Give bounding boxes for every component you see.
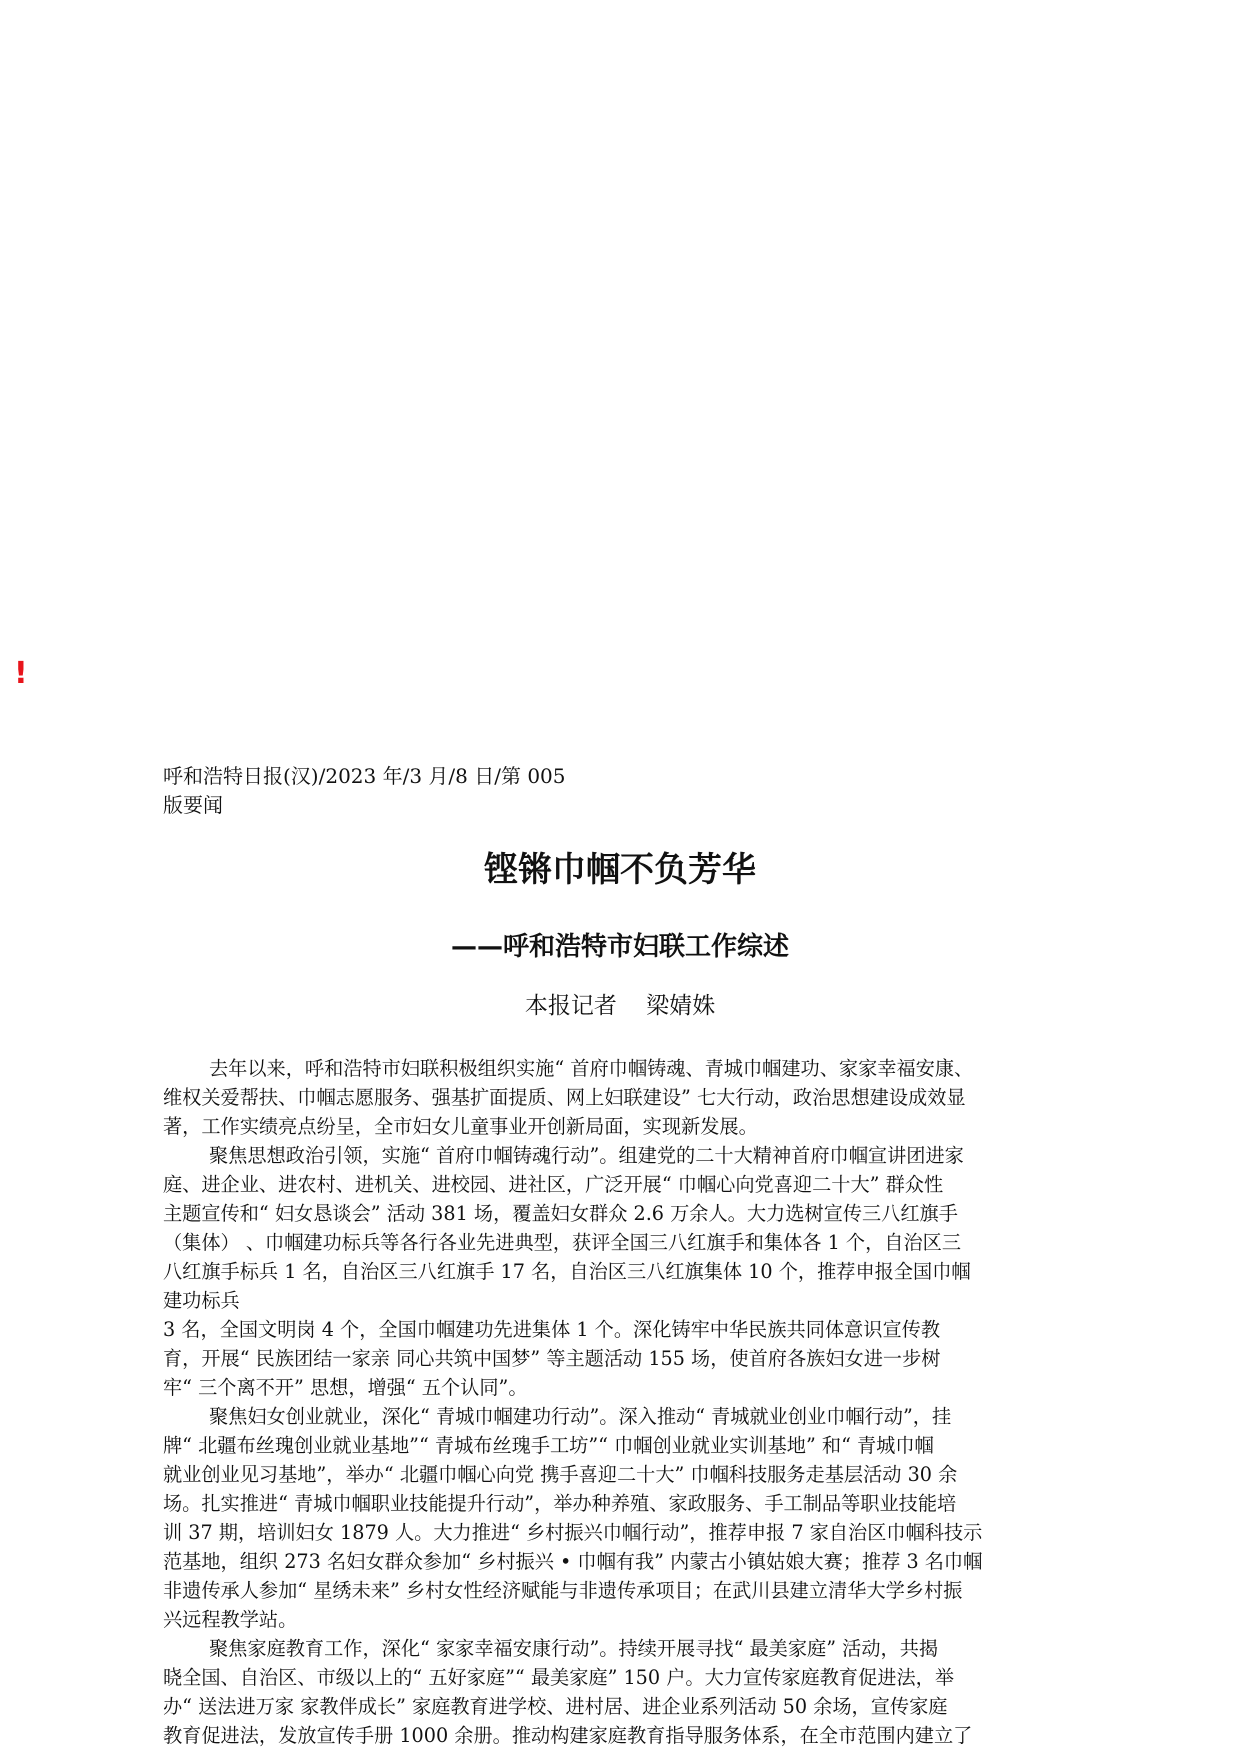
body-line: 教育促进法，发放宣传手册 1000 余册。推动构建家庭教育指导服务体系，在全市范围内建立了 [163, 1724, 973, 1747]
body-line: 3 名，全国文明岗 4 个，全国巾帼建功先进集体 1 个。深化铸牢中华民族共同体意识宣传教 [163, 1318, 941, 1341]
source-line-2: 版要闻 [163, 793, 223, 817]
article-byline: 本报记者 梁婧姝 [524, 993, 716, 1019]
body-line: 范基地，组织 273 名妇女群众参加“ 乡村振兴 • 巾帼有我” 内蒙古小镇姑娘大赛；推荐 3 名巾帼 [163, 1550, 983, 1573]
source-line [163, 762, 1063, 820]
body-line: 牢“ 三个离不开” 思想，增强“ 五个认同”。 [163, 1376, 528, 1399]
red-exclamation-mark: ! [14, 656, 28, 691]
body-line: 去年以来，呼和浩特市妇联积极组织实施“ 首府巾帼铸魂、青城巾帼建功、家家幸福安康、 [209, 1057, 974, 1080]
body-line: 聚焦思想政治引领，实施“ 首府巾帼铸魂行动”。组建党的二十大精神首府巾帼宣讲团进家 [209, 1144, 964, 1167]
body-line: 场。扎实推进“ 青城巾帼职业技能提升行动”，举办种养殖、家政服务、手工制品等职业技能培 [163, 1492, 957, 1515]
body-line: 庭、进企业、进农村、进机关、进校园、进社区，广泛开展“ 巾帼心向党喜迎二十大” 群众性 [163, 1173, 944, 1196]
article-body [163, 1054, 1093, 1750]
body-line: 八红旗手标兵 1 名，自治区三八红旗手 17 名，自治区三八红旗集体 10 个，推荐申报全国巾帼 [163, 1260, 971, 1283]
body-line: 主题宣传和“ 妇女恳谈会” 活动 381 场，覆盖妇女群众 2.6 万余人。大力选树宣传三八红旗手 [163, 1202, 958, 1225]
body-line: 晓全国、自治区、市级以上的“ 五好家庭”“ 最美家庭” 150 户。大力宣传家庭教育促进法，举 [163, 1666, 955, 1689]
body-line: 聚焦家庭教育工作，深化“ 家家幸福安康行动”。持续开展寻找“ 最美家庭” 活动，共揭 [209, 1637, 939, 1660]
body-line: 著，工作实绩亮点纷呈，全市妇女儿童事业开创新局面，实现新发展。 [163, 1115, 758, 1138]
body-line: 就业创业见习基地”，举办“ 北疆巾帼心向党 携手喜迎二十大” 巾帼科技服务走基层活动 30 余 [163, 1463, 958, 1486]
article-title: 铿锵巾帼不负芳华 [484, 850, 756, 890]
source-line-1: 呼和浩特日报(汉)/2023 年/3 月/8 日/第 005 [163, 764, 566, 788]
body-line: 非遗传承人参加“ 星绣未来” 乡村女性经济赋能与非遗传承项目；在武川县建立清华大学乡村振 [163, 1579, 963, 1602]
body-line: 建功标兵 [163, 1289, 240, 1312]
body-line: 训 37 期，培训妇女 1879 人。大力推进“ 乡村振兴巾帼行动”，推荐申报 7 家自治区巾帼科技示 [163, 1521, 983, 1544]
body-line: 聚焦妇女创业就业，深化“ 青城巾帼建功行动”。深入推动“ 青城就业创业巾帼行动”，挂 [209, 1405, 952, 1428]
body-line: 牌“ 北疆布丝瑰创业就业基地”“ 青城布丝瑰手工坊”“ 巾帼创业就业实训基地” 和“ 青城巾帼 [163, 1434, 934, 1457]
body-line: 办“ 送法进万家 家教伴成长” 家庭教育进学校、进村居、进企业系列活动 50 余场，宣传家庭 [163, 1695, 948, 1718]
body-line: 育，开展“ 民族团结一家亲 同心共筑中国梦” 等主题活动 155 场，使首府各族妇女进一步树 [163, 1347, 941, 1370]
body-line: （集体） 、巾帼建功标兵等各行各业先进典型，获评全国三八红旗手和集体各 1 个，自治区三 [163, 1231, 962, 1254]
body-line: 兴远程教学站。 [163, 1608, 298, 1631]
body-line: 维权关爱帮扶、巾帼志愿服务、强基扩面提质、网上妇联建设” 七大行动，政治思想建设成效显 [163, 1086, 966, 1109]
article-subtitle: ——呼和浩特市妇联工作综述 [450, 932, 789, 962]
